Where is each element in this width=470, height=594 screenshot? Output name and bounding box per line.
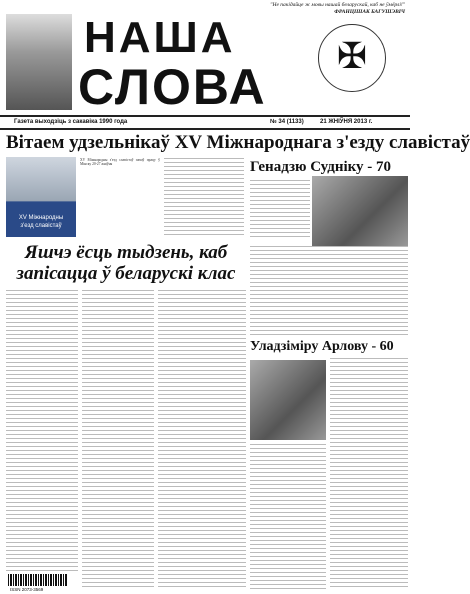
epigraph-author: ФРАНЦІШАК БАГУШЭВІЧ <box>334 9 405 15</box>
sudnik-photo <box>312 176 408 246</box>
sudnik-col-1 <box>250 180 310 240</box>
title-line-1: НАША <box>84 13 236 62</box>
alphabet-col-3 <box>158 290 246 590</box>
issn-label: ISSN 2073-3569 <box>10 587 44 592</box>
issue-number: № 34 (1133) <box>270 119 304 125</box>
masthead-strap: Газета выходзіць з сакавіка 1990 года <box>14 119 128 125</box>
epigraph: "Не пакідайце ж мовы нашай беларускай, каб не ўмёрлі!" <box>270 2 405 8</box>
title-line-2: СЛОВА <box>78 59 267 115</box>
alphabet-col-1 <box>6 290 78 572</box>
congress-lead: XV Міжнародны з'езд славістаў пачаў працу ў Мінску 20-27 жніўня <box>80 158 160 167</box>
emblem-icon: ✠ <box>336 36 368 76</box>
arlou-headline: Уладзіміру Арлову - 60 <box>250 339 394 354</box>
arlou-col-1 <box>330 358 408 590</box>
alphabet-headline-2: запісацца ў беларускі клас <box>16 263 236 284</box>
arlou-photo <box>250 360 326 440</box>
barcode <box>8 574 68 586</box>
strap-rule <box>0 128 410 130</box>
congress-col-2 <box>164 158 244 238</box>
arlou-col-2 <box>250 444 326 590</box>
alphabet-headline-1: Яшчэ ёсць тыдзень, каб <box>24 242 228 263</box>
poster-caption-1: XV Міжнародны <box>18 215 64 221</box>
masthead-rule <box>0 115 410 117</box>
issue-date: 21 ЖНІЎНЯ 2013 г. <box>320 119 373 125</box>
sudnik-col-2 <box>250 246 408 336</box>
poster-caption-2: з'езд славістаў <box>20 223 62 229</box>
alphabet-col-2 <box>82 290 154 590</box>
congress-headline: Вітаем удзельнікаў XV Міжнароднага з'езду славістаў <box>6 132 470 153</box>
monument-photo <box>6 14 72 110</box>
sudnik-headline: Генадзю Судніку - 70 <box>250 159 392 175</box>
